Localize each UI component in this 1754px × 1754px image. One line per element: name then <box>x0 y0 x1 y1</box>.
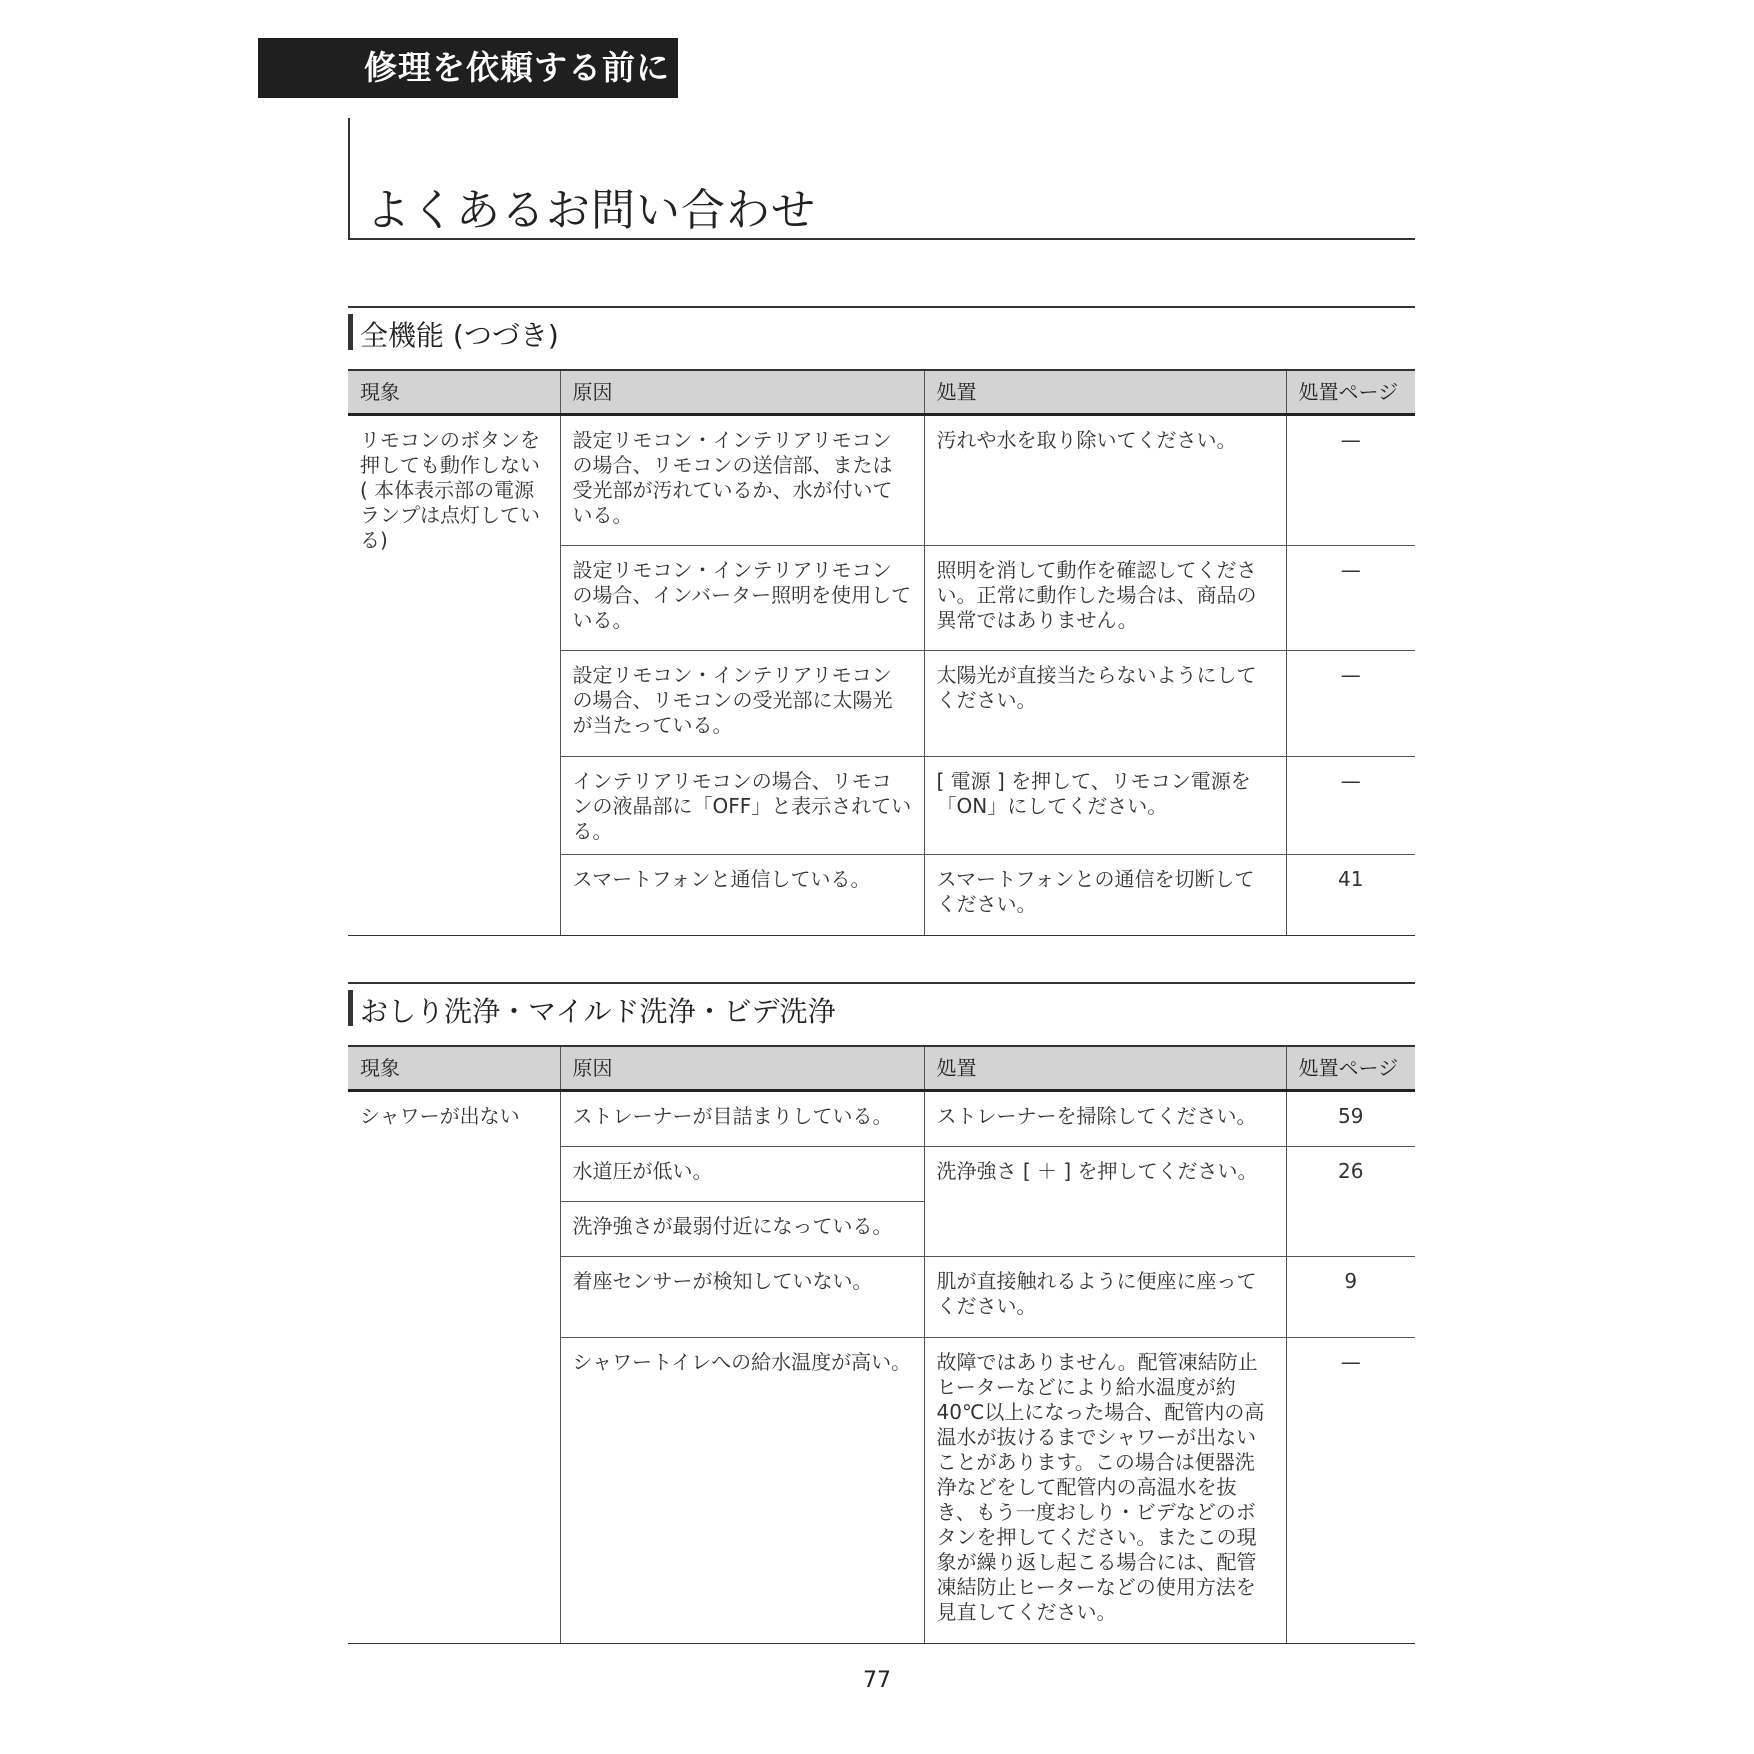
remedy-cell: 故障ではありません。配管凍結防止ヒーターなどにより給水温度が約40℃以上になった場合、配管内の高温水が抜けるまでシャワーが出ないことがあります。この場合は便器洗浄などをして配管内の高温水を抜き、もう一度おしり・ビデなどのボタンを押してください。またこの現象が繰り返し起こる場合には、配管凍結防止ヒーターなどの使用方法を見直してください。 <box>924 1338 1286 1644</box>
section-title: おしり洗浄・マイルド洗浄・ビデ洗浄 <box>360 995 836 1028</box>
remedy-cell: 照明を消して動作を確認してください。正常に動作した場合は、商品の異常ではありません。 <box>924 546 1286 651</box>
faq-table-all-functions <box>348 369 1415 936</box>
table-header-row <box>348 1046 1415 1091</box>
page-ref-cell: 59 <box>1286 1091 1415 1147</box>
cause-cell: シャワートイレへの給水温度が高い。 <box>560 1338 924 1644</box>
cause-cell: 着座センサーが検知していない。 <box>560 1257 924 1338</box>
header-remedy: 処置 <box>924 370 1286 415</box>
page-ref-cell: — <box>1286 546 1415 651</box>
section-title: 全機能 (つづき) <box>360 319 559 352</box>
header-cause: 原因 <box>560 370 924 415</box>
cause-cell: 洗浄強さが最弱付近になっている。 <box>560 1202 924 1257</box>
remedy-cell: 汚れや水を取り除いてください。 <box>924 415 1286 546</box>
chapter-tab <box>258 38 678 98</box>
page-ref-cell: — <box>1286 415 1415 546</box>
section-heading-all-functions <box>348 306 1415 352</box>
remedy-cell: 太陽光が直接当たらないようにしてください。 <box>924 651 1286 757</box>
table-row <box>348 415 1415 546</box>
table-header-row <box>348 370 1415 415</box>
remedy-cell: ストレーナーを掃除してください。 <box>924 1091 1286 1147</box>
cause-cell: 設定リモコン・インテリアリモコンの場合、リモコンの送信部、または受光部が汚れているか、水が付いている。 <box>560 415 924 546</box>
symptom-cell: シャワーが出ない <box>348 1091 560 1644</box>
header-symptom: 現象 <box>348 370 560 415</box>
symptom-cell: リモコンのボタンを押しても動作しない( 本体表示部の電源ランプは点灯している) <box>348 415 560 936</box>
page-ref-cell: 41 <box>1286 855 1415 936</box>
header-symptom: 現象 <box>348 1046 560 1091</box>
cause-cell: 設定リモコン・インテリアリモコンの場合、インバーター照明を使用している。 <box>560 546 924 651</box>
remedy-cell: [ 電源 ] を押して、リモコン電源を「ON」にしてください。 <box>924 757 1286 855</box>
header-cause: 原因 <box>560 1046 924 1091</box>
cause-cell: 水道圧が低い。 <box>560 1147 924 1202</box>
page-title: よくあるお問い合わせ <box>366 185 816 236</box>
header-page: 処置ページ <box>1286 370 1415 415</box>
cause-cell: スマートフォンと通信している。 <box>560 855 924 936</box>
remedy-cell: スマートフォンとの通信を切断してください。 <box>924 855 1286 936</box>
remedy-cell: 肌が直接触れるように便座に座ってください。 <box>924 1257 1286 1338</box>
cause-cell: 設定リモコン・インテリアリモコンの場合、リモコンの受光部に太陽光が当たっている。 <box>560 651 924 757</box>
header-remedy: 処置 <box>924 1046 1286 1091</box>
header-page: 処置ページ <box>1286 1046 1415 1091</box>
cause-cell: インテリアリモコンの場合、リモコンの液晶部に「OFF」と表示されている。 <box>560 757 924 855</box>
page-ref-cell: 26 <box>1286 1147 1415 1257</box>
remedy-cell: 洗浄強さ [ ＋ ] を押してください。 <box>924 1147 1286 1257</box>
cause-cell: ストレーナーが目詰まりしている。 <box>560 1091 924 1147</box>
faq-table-washing <box>348 1045 1415 1644</box>
section-marker <box>348 314 353 350</box>
page-ref-cell: — <box>1286 757 1415 855</box>
table-row <box>348 1091 1415 1147</box>
page-ref-cell: — <box>1286 1338 1415 1644</box>
page-title-box <box>348 118 1415 240</box>
section-heading-washing <box>348 982 1415 1028</box>
page-ref-cell: 9 <box>1286 1257 1415 1338</box>
section-marker <box>348 990 353 1026</box>
page-ref-cell: — <box>1286 651 1415 757</box>
chapter-tab-label: 修理を依頼する前に <box>364 48 670 87</box>
page-number: 77 <box>863 1668 891 1693</box>
